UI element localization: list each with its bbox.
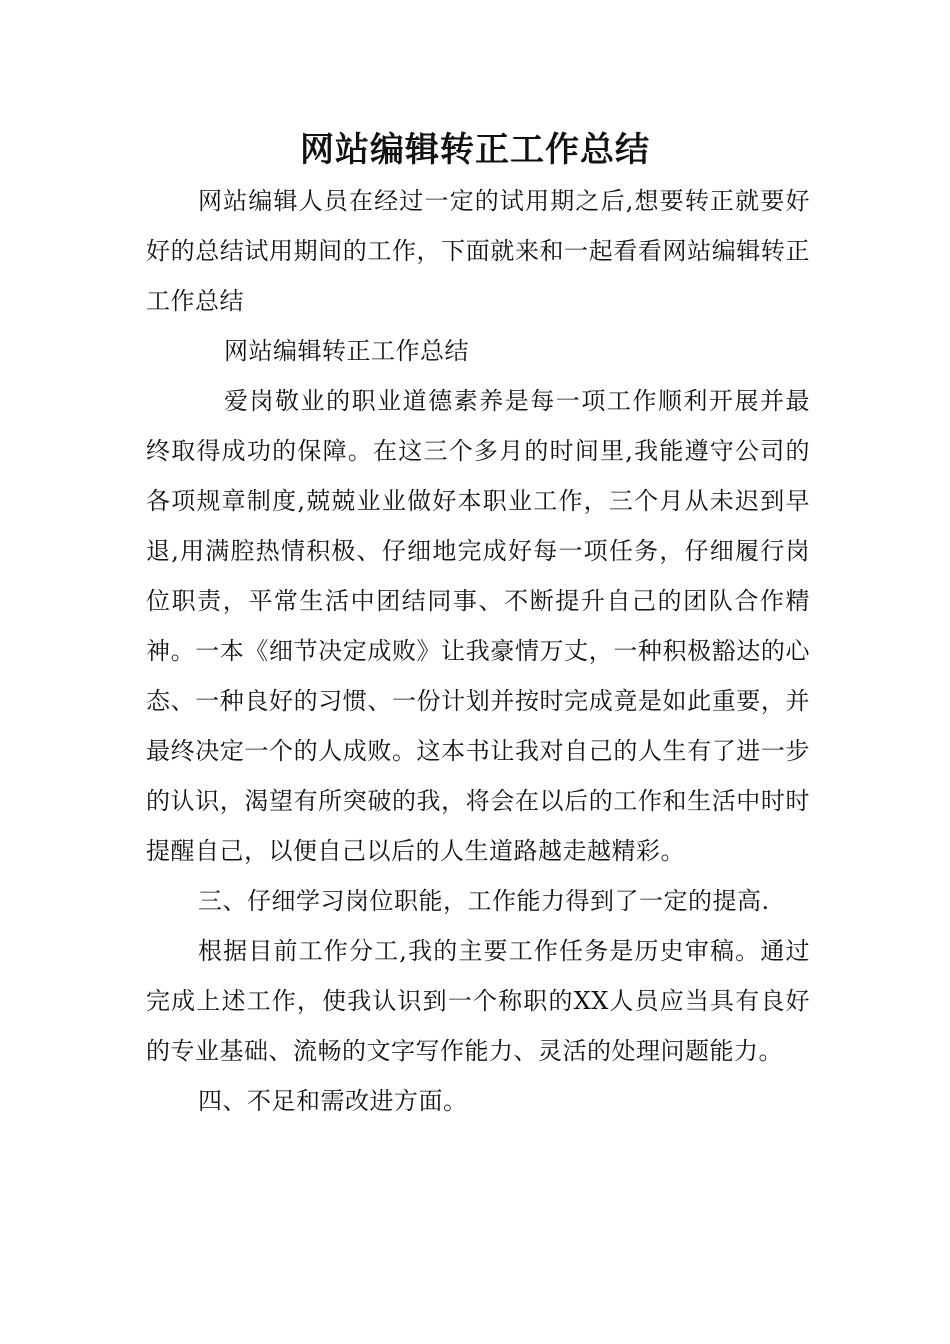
section-subtitle: 网站编辑转正工作总结	[224, 337, 469, 365]
section-heading-4: 四、不足和需改进方面。	[198, 1087, 468, 1115]
section-heading-3: 三、仔细学习岗位职能，工作能力得到了一定的提高.	[198, 887, 770, 915]
document-title: 网站编辑转正工作总结	[300, 130, 650, 170]
intro-paragraph: 网站编辑人员在经过一定的试用期之后,想要转正就要好好的总结试用期间的工作，下面就来和一起看看网站编辑转正工作总结	[146, 187, 810, 315]
body-paragraph: 爱岗敬业的职业道德素养是每一项工作顺利开展并最终取得成功的保障。在这三个多月的时间里,我能遵守公司的各项规章制度,兢兢业业做好本职业工作，三个月从未迟到早退,用满腔热情积极、仔细地完成好每一项任务，仔细履行岗位职责，平常生活中团结同事、不断提升自己的团队合作精神。一本《细节决定成败》让我豪情万丈，一种积极豁达的心态、一种良好的习惯、一份计划并按时完成竟是如此重要，并最终决定一个的人成败。这本书让我对自己的人生有了进一步的认识，渴望有所突破的我，将会在以后的工作和生活中时时提醒自己，以便自己以后的人生道路越走越精彩。	[146, 387, 810, 865]
body-paragraph: 根据目前工作分工,我的主要工作任务是历史审稿。通过完成上述工作，使我认识到一个称职的XX人员应当具有良好的专业基础、流畅的文字写作能力、灵活的处理问题能力。	[146, 937, 810, 1065]
document-body	[146, 176, 810, 1126]
